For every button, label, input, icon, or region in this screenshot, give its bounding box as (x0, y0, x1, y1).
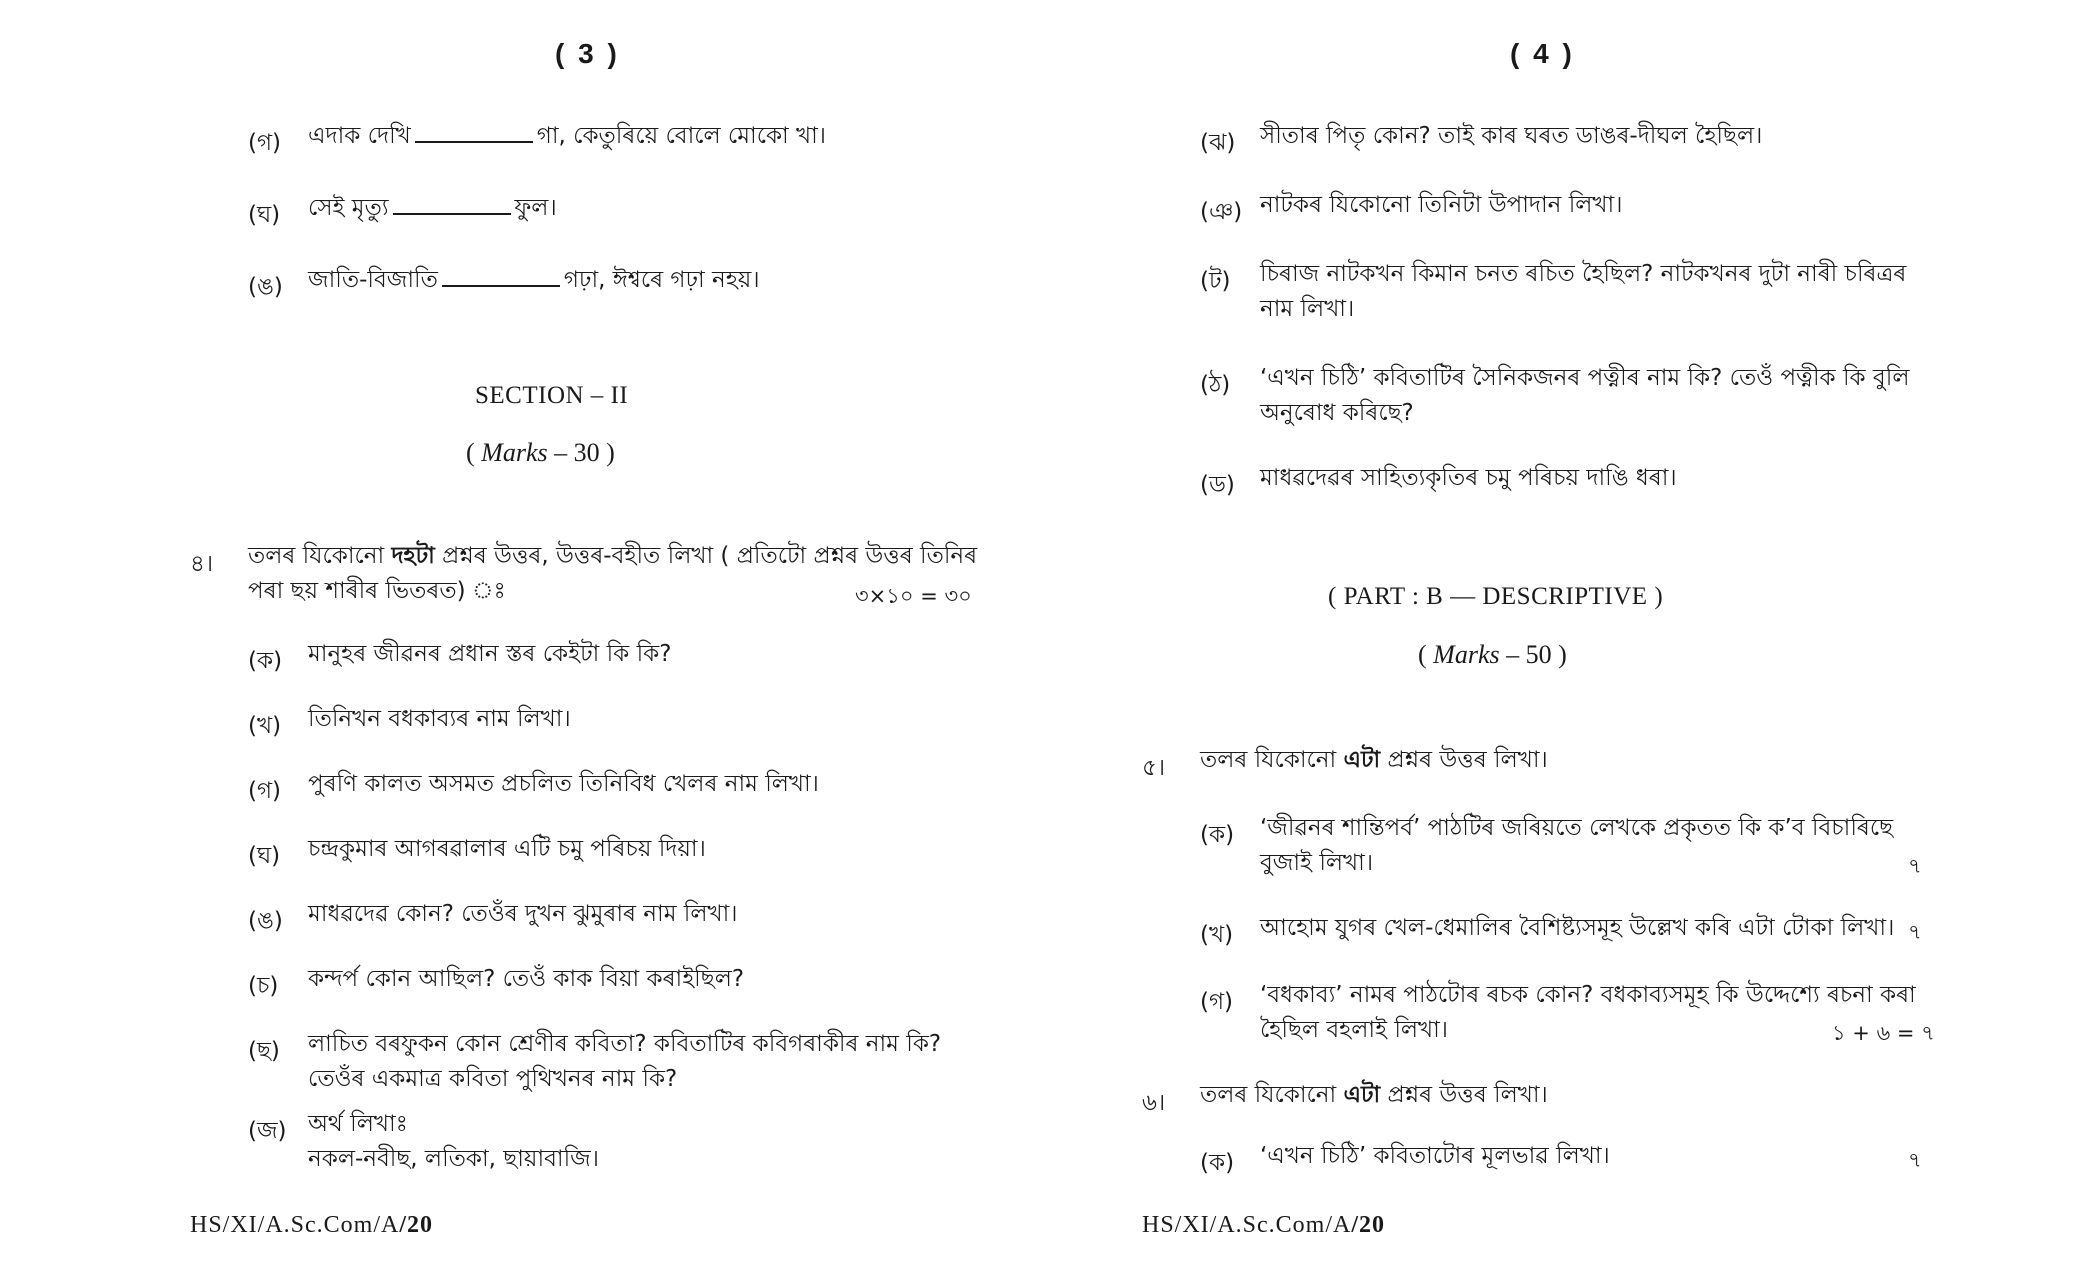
item-text: ‘এখন চিঠি’ কবিতাটোৰ মূলভাৱ লিখা। (1260, 1143, 1610, 1169)
fill-after: ফুল। (514, 195, 557, 221)
blank-line (415, 123, 533, 143)
question-text (248, 538, 977, 574)
item-text: মানুহৰ জীৱনৰ প্ৰধান স্তৰ কেইটা কি কি? (308, 641, 672, 667)
page-number: ( 4 ) (1510, 38, 1575, 69)
item-text: পুৰণি কালত অসমত প্ৰচলিত তিনিবিধ খেলৰ নাম লিখা। (308, 771, 819, 797)
page-number: ( 3 ) (555, 38, 620, 69)
question-text-line2: পৰা ছয় শাৰীৰ ভিতৰত) ঃ (248, 578, 506, 604)
item-text: ‘বধকাব্য’ নামৰ পাঠটোৰ ৰচক কোন? বধকাব্যসমূহ কি উদ্দেশ্যে ৰচনা কৰা (1260, 982, 1916, 1008)
item-marks: ৭ (1908, 854, 1922, 878)
section-title: SECTION – II (475, 382, 629, 409)
q-text-post: প্ৰশ্নৰ উত্তৰ লিখা। (1380, 1082, 1548, 1108)
item-text: ‘এখন চিঠি’ কবিতাটিৰ সৈনিকজনৰ পত্নীৰ নাম কি? তেওঁ পত্নীক কি বুলি (1260, 365, 1910, 391)
marks-close: – 30 ) (547, 438, 615, 467)
item-label: (চ) (248, 973, 279, 999)
item-label: (ঘ) (248, 843, 281, 869)
question-text (1200, 1077, 1548, 1113)
item-label: (গ) (1200, 989, 1234, 1015)
question-number: ৫। (1142, 755, 1166, 781)
fill-before: সেই মৃত্যু (308, 195, 389, 221)
item-text: লাচিত বৰফুকন কোন শ্ৰেণীৰ কবিতা? কবিতাটিৰ কবিগৰাকীৰ নাম কি? (308, 1031, 942, 1057)
footer-code-text: HS/XI/A.Sc.Com/A (190, 1212, 400, 1238)
item-label: (ক) (1200, 1150, 1235, 1176)
marks-word: Marks (1433, 640, 1500, 669)
q-text-post: প্ৰশ্নৰ উত্তৰ লিখা। (1380, 747, 1548, 773)
q-text-bold: এটা (1343, 1082, 1381, 1108)
item-label: (জ) (248, 1118, 287, 1144)
fill-after: গঢ়া, ঈশ্বৰে গঢ়া নহয়। (563, 267, 760, 293)
item-text: কন্দৰ্প কোন আছিল? তেওঁ কাক বিয়া কৰাইছিল? (308, 966, 745, 992)
item-label: (ক) (248, 648, 283, 674)
item-text-line2: হৈছিল বহলাই লিখা। (1260, 1017, 1449, 1043)
item-text-line2: নকল-নবীছ, লতিকা, ছায়াবাজি। (308, 1146, 599, 1172)
footer-code (190, 1212, 433, 1239)
page-4 (1050, 0, 2100, 1275)
marks-open: ( (1418, 640, 1434, 669)
item-text: আহোম যুগৰ খেল-ধেমালিৰ বৈশিষ্ট্যসমূহ উল্লেখ কৰি এটা টোকা লিখা। (1260, 915, 1895, 941)
fill-before: এদাক দেখি (308, 123, 411, 149)
blank-line (442, 267, 560, 287)
item-label: (ঞ) (1200, 199, 1243, 225)
item-label: (ড) (1200, 472, 1235, 498)
item-marks: ৭ (1908, 1148, 1922, 1172)
item-text-line2: অনুৰোধ কৰিছে? (1260, 400, 1414, 426)
item-text: মাধৱদেৱ কোন? তেওঁৰ দুখন ঝুমুৰাৰ নাম লিখা। (308, 901, 738, 927)
q-text-bold: দহটা (391, 543, 435, 569)
item-label: (গ) (248, 778, 282, 804)
item-label: (ঙ) (248, 908, 283, 934)
item-label: (ঝ) (1200, 130, 1236, 156)
item-label: (ক) (1200, 822, 1235, 848)
item-marks: ১ + ৬ = ৭ (1832, 1021, 1935, 1045)
item-label: (ট) (1200, 268, 1231, 294)
item-text: ‘জীৱনৰ শান্তিপৰ্ব’ পাঠটিৰ জৰিয়তে লেখকে প্ৰকৃতত কি ক’ব বিচাৰিছে (1260, 815, 1894, 841)
footer-code-num: /20 (1351, 1212, 1386, 1238)
item-text: সীতাৰ পিতৃ কোন? তাই কাৰ ঘৰত ডাঙৰ-দীঘল হৈছিল। (1260, 123, 1763, 149)
item-text: মাধৱদেৱৰ সাহিত্যকৃতিৰ চমু পৰিচয় দাঙি ধৰা। (1260, 465, 1677, 491)
item-marks: ৭ (1908, 920, 1922, 944)
marks-close: – 50 ) (1499, 640, 1567, 669)
fill-item (308, 118, 826, 154)
item-text: তিনিখন বধকাব্যৰ নাম লিখা। (308, 706, 571, 732)
item-text: চিৰাজ নাটকখন কিমান চনত ৰচিত হৈছিল? নাটকখনৰ দুটা নাৰী চৰিত্ৰৰ (1260, 261, 1907, 287)
footer-code (1142, 1212, 1385, 1239)
question-text (1200, 742, 1548, 778)
fill-after: গা, কেতুৰিয়ে বোলে মোকো খা। (536, 123, 827, 149)
question-number: ৪। (190, 551, 214, 577)
footer-code-num: /20 (399, 1212, 434, 1238)
section-marks (466, 438, 615, 468)
fill-item (308, 190, 557, 226)
item-text-line2: তেওঁৰ একমাত্ৰ কবিতা পুথিখনৰ নাম কি? (308, 1066, 678, 1092)
item-label: (ঙ) (248, 274, 283, 300)
item-text-line2: নাম লিখা। (1260, 296, 1355, 322)
item-text: নাটকৰ যিকোনো তিনিটা উপাদান লিখা। (1260, 192, 1623, 218)
marks-open: ( (466, 438, 482, 467)
item-label: (ছ) (248, 1038, 280, 1064)
item-label: (ঘ) (248, 202, 281, 228)
item-label: (ঠ) (1200, 372, 1231, 398)
q-text-pre: তলৰ যিকোনো (1200, 1082, 1344, 1108)
item-text: চন্দ্ৰকুমাৰ আগৰৱালাৰ এটি চমু পৰিচয় দিয়া। (308, 836, 706, 862)
fill-item (308, 262, 760, 298)
item-text: অৰ্থ লিখাঃ (308, 1111, 408, 1137)
question-number: ৬। (1142, 1090, 1166, 1116)
marks-word: Marks (481, 438, 548, 467)
fill-before: জাতি-বিজাতি (308, 267, 438, 293)
q-text-pre: তলৰ যিকোনো (248, 543, 392, 569)
item-label: (খ) (1200, 922, 1234, 948)
q-text-pre: তলৰ যিকোনো (1200, 747, 1344, 773)
part-marks (1418, 640, 1567, 670)
item-label: (খ) (248, 713, 282, 739)
q-text-post: প্ৰশ্নৰ উত্তৰ, উত্তৰ-বহীত লিখা ( প্ৰতিটো প্ৰশ্নৰ উত্তৰ তিনিৰ (434, 543, 978, 569)
question-marks: ৩×১০ = ৩০ (855, 584, 972, 608)
blank-line (393, 195, 511, 215)
q-text-bold: এটা (1343, 747, 1381, 773)
item-text-line2: বুজাই লিখা। (1260, 850, 1374, 876)
footer-code-text: HS/XI/A.Sc.Com/A (1142, 1212, 1352, 1238)
part-title: ( PART : B — DESCRIPTIVE ) (1328, 583, 1664, 610)
item-label: (গ) (248, 130, 282, 156)
